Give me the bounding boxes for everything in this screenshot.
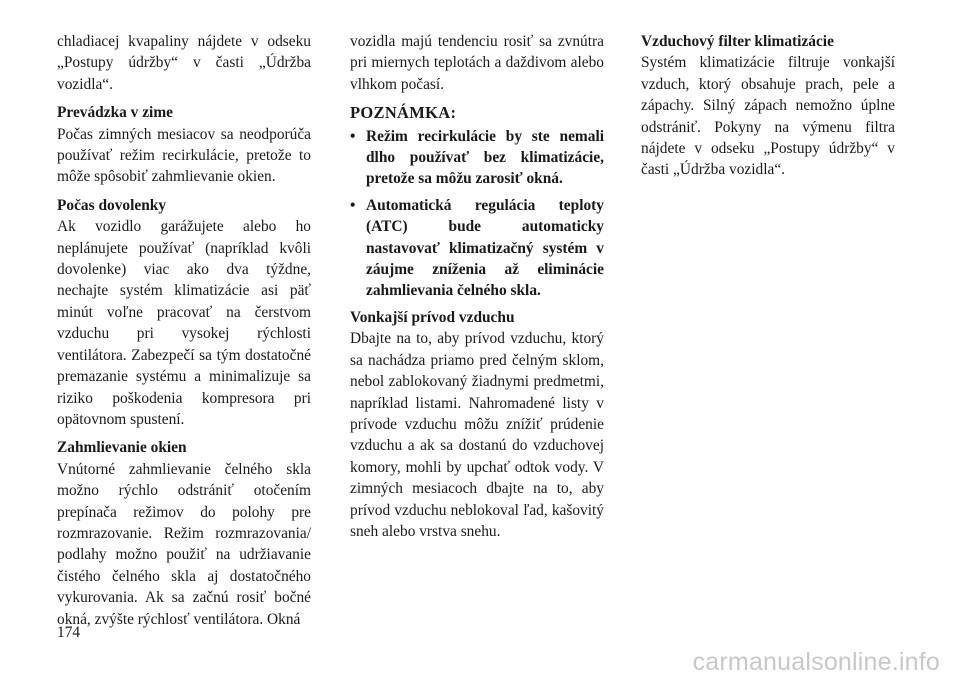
- fogging-section: [57, 437, 311, 630]
- note-list: [350, 126, 604, 302]
- vacation-section: [57, 195, 311, 430]
- winter-heading: Prevádzka v zime: [57, 104, 173, 122]
- vacation-heading: Počas dovolenky: [57, 196, 167, 214]
- winter-text: Počas zimných mesiacov sa neodporúča používať režim recirkulácie, pretože to môže spôsobiť zahmlievanie okien.: [57, 125, 311, 186]
- note-heading: POZNÁMKA:: [350, 103, 457, 123]
- fogging-text: Vnútorné zahmlievanie čelného skla možno rýchlo odstrániť otočením prepínača režimov do polohy pre rozmrazovanie. Režim rozmrazovania/ podlahy možno použiť na udržiavanie čistého čelného skla aj dostatočného vykurovania. Ak sa začnú rosiť bočné okná, zvýšte rýchlosť ventilátora. Okná: [57, 460, 311, 628]
- text-column-1: [57, 31, 311, 630]
- note-item-text: Automatická regulácia teploty (ATC) bude automaticky nastavovať klimatizačný systém v záujme zníženia až eliminácie zahmlievania čelného skla.: [366, 196, 604, 300]
- vacation-text: Ak vozidlo garážujete alebo ho neplánujete používať (napríklad kvôli dovolenke) viac ako dva týždne, nechajte systém klimatizácie asi päť minút voľne pracovať na čerstvom vzduchu pri vysokej rýchlosti ventilátora. Zabezpečí sa tým dostatočné premazanie systému a minimalizuje sa riziko poškodenia kompresora pri opätovnom spustení.: [57, 218, 311, 428]
- winter-section: [57, 102, 311, 188]
- page-number: 174: [57, 624, 81, 641]
- cabin-filter-heading: Vzduchový filter klimatizácie: [641, 33, 834, 50]
- note-item-text: Režim recirkulácie by ste nemali dlho používať bez klimatizácie, pretože sa môžu zarosiť okná.: [366, 127, 604, 188]
- note-item: [350, 195, 604, 302]
- text-column-2: [350, 31, 604, 542]
- note-item: [350, 126, 604, 190]
- air-intake-text: Dbajte na to, aby prívod vzduchu, ktorý sa nachádza priamo pred čelným sklom, nebol zablokovaný žiadnymi predmetmi, napríklad listami. Nahromadené listy v prívode vzduchu môžu znížiť prúdenie vzduchu a ak sa dostanú do vzduchovej komory, mohli by upchať odtok vody. V zimných mesiacoch dbajte na to, aby prívod vzduchu neblokoval ľad, kašovitý sneh alebo vrstva snehu.: [350, 330, 604, 540]
- air-intake-heading: Vonkajší prívod vzduchu: [350, 308, 515, 326]
- fogging-heading: Zahmlievanie okien: [57, 439, 187, 457]
- cabin-filter-section: [641, 31, 895, 181]
- watermark: carmanualsonline.info: [692, 648, 940, 676]
- paragraph-windows-continued: vozidla majú tendenciu rosiť sa zvnútra pri miernych teplotách a daždivom alebo vlhkom počasí.: [350, 33, 604, 93]
- text-column-3: [641, 31, 895, 181]
- paragraph-coolant-reference: chladiacej kvapaliny nájdete v odseku „Postupy údržby“ v časti „Údržba vozidla“.: [57, 33, 311, 93]
- bullet-icon: •: [350, 127, 356, 145]
- cabin-filter-text: Systém klimatizácie filtruje vonkajší vzduch, ktorý obsahuje prach, pele a zápachy. Silný zápach nemožno úplne odstrániť. Pokyny na výmenu filtra nájdete v odseku „Postupy údržby“ v časti „Údržba vozidla“.: [641, 54, 895, 179]
- air-intake-section: [350, 307, 604, 542]
- bullet-icon: •: [350, 196, 356, 214]
